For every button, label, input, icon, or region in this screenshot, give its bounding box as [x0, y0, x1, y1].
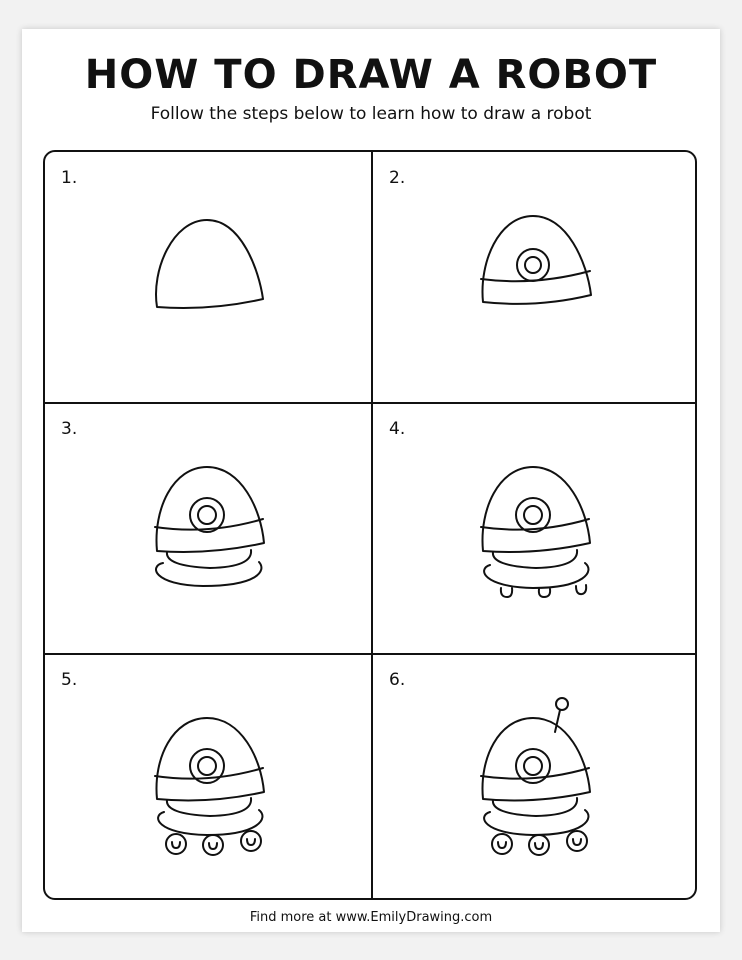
- robot-step-3-drawing: [45, 403, 372, 653]
- robot-step-4-drawing: [373, 403, 697, 653]
- footer-credit: Find more at www.EmilyDrawing.com: [249, 910, 493, 925]
- robot-step-6-drawing: [373, 654, 697, 900]
- steps-grid: [43, 150, 697, 900]
- step-cell-2: [373, 152, 697, 402]
- step-number: 4.: [389, 419, 406, 439]
- step-number: 1.: [61, 168, 78, 188]
- step-number: 2.: [389, 168, 406, 188]
- step-number: 5.: [61, 670, 78, 690]
- page-subtitle: Follow the steps below to learn how to draw a robot: [150, 104, 592, 124]
- step-cell-6: [373, 654, 697, 900]
- robot-step-1-drawing: [45, 152, 372, 402]
- robot-step-2-drawing: [373, 152, 697, 402]
- step-cell-3: [45, 403, 372, 653]
- step-cell-4: [373, 403, 697, 653]
- step-number: 3.: [61, 419, 78, 439]
- step-cell-5: [45, 654, 372, 900]
- step-cell-1: [45, 152, 372, 402]
- robot-step-5-drawing: [45, 654, 372, 900]
- step-number: 6.: [389, 670, 406, 690]
- page-title: HOW TO DRAW A ROBOT: [84, 52, 658, 98]
